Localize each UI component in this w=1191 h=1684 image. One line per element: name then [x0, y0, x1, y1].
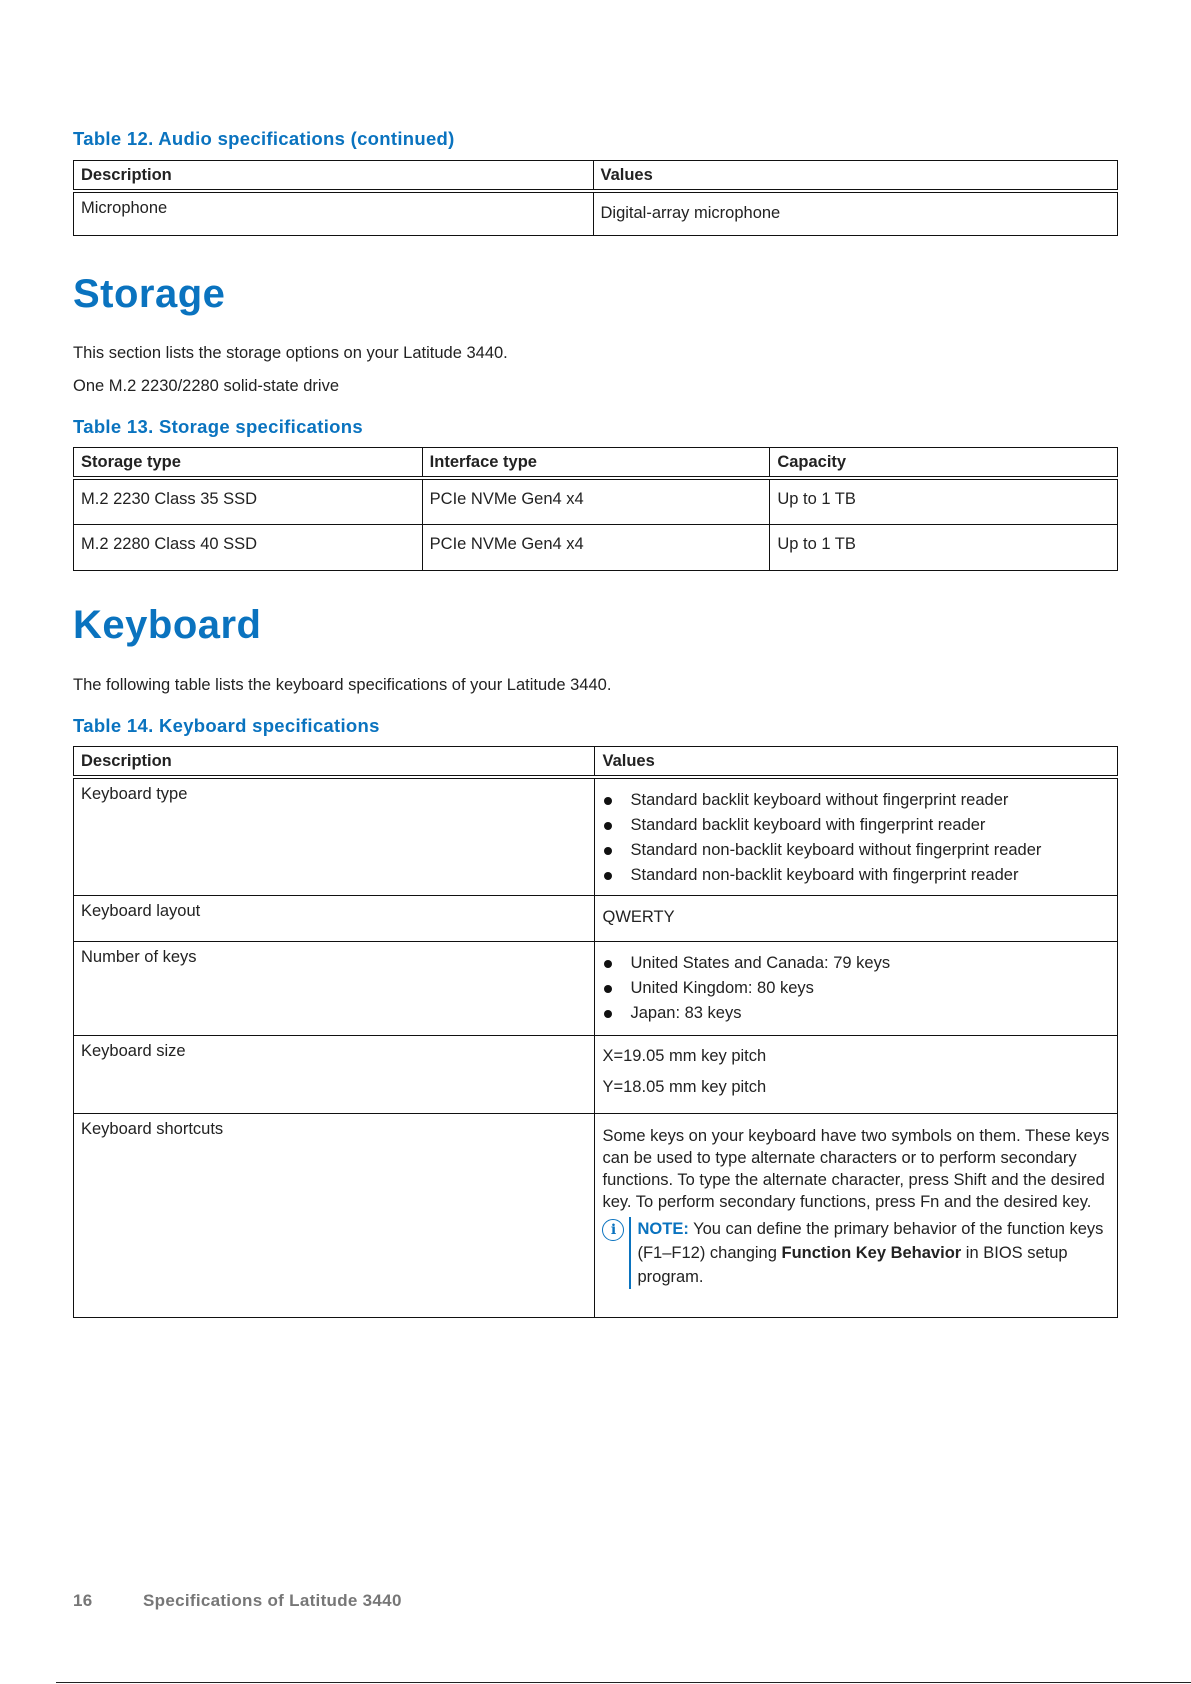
- storage-table-caption: Table 13. Storage specifications: [73, 416, 363, 437]
- note-label: NOTE:: [637, 1219, 689, 1238]
- list-item: United Kingdom: 80 keys: [602, 976, 1110, 1001]
- table-header: Interface type: [422, 448, 770, 479]
- table-cell: Keyboard shortcuts: [74, 1113, 595, 1317]
- table-row: [74, 941, 1118, 1035]
- note-text: You can define the primary behavior of the function keys (F1–F12) changing: [637, 1219, 1104, 1262]
- note-text-end: in BIOS setup program.: [637, 1243, 1068, 1286]
- audio-spec-table: [73, 160, 1118, 236]
- keyboard-intro: The following table lists the keyboard specifications of your Latitude 3440.: [73, 676, 612, 694]
- table-cell: Microphone: [74, 191, 594, 235]
- storage-intro: This section lists the storage options on your Latitude 3440.: [73, 344, 508, 362]
- table-cell: Keyboard layout: [74, 895, 595, 941]
- keyboard-table-caption: Table 14. Keyboard specifications: [73, 715, 380, 736]
- note-emphasis: Function Key Behavior: [781, 1243, 962, 1262]
- table-cell: [595, 941, 1118, 1035]
- list-item: Standard non-backlit keyboard without fingerprint reader: [602, 838, 1110, 863]
- list-item: Japan: 83 keys: [602, 1001, 1110, 1026]
- table-header: Description: [74, 747, 595, 778]
- storage-heading: Storage: [73, 272, 226, 316]
- table-header: Capacity: [770, 448, 1118, 479]
- table-cell: Digital-array microphone: [593, 191, 1118, 235]
- table-row: [74, 191, 1118, 235]
- table-cell: Number of keys: [74, 941, 595, 1035]
- size-y: Y=18.05 mm key pitch: [602, 1077, 767, 1096]
- table-cell: [595, 1113, 1118, 1317]
- audio-table-caption: Table 12. Audio specifications (continued): [73, 128, 455, 149]
- list-item: United States and Canada: 79 keys: [602, 951, 1110, 976]
- table-header: Description: [74, 161, 594, 192]
- number-of-keys-list: [602, 951, 1110, 1026]
- table-row: [74, 524, 1118, 570]
- table-header: Values: [595, 747, 1118, 778]
- keyboard-spec-table: [73, 746, 1118, 1318]
- table-row: [74, 478, 1118, 524]
- table-cell: [595, 1035, 1118, 1113]
- table-header: Storage type: [74, 448, 423, 479]
- keyboard-type-list: [602, 788, 1110, 888]
- page-footer: [73, 1591, 402, 1611]
- table-row: [74, 777, 1118, 895]
- table-cell: Keyboard size: [74, 1035, 595, 1113]
- table-cell: PCIe NVMe Gen4 x4: [422, 478, 770, 524]
- table-header: Values: [593, 161, 1118, 192]
- footer-divider: [56, 1682, 1191, 1683]
- footer-title: Specifications of Latitude 3440: [143, 1591, 402, 1610]
- table-cell: QWERTY: [595, 895, 1118, 941]
- table-row: [74, 1035, 1118, 1113]
- keyboard-heading: Keyboard: [73, 603, 262, 647]
- table-cell: M.2 2280 Class 40 SSD: [74, 524, 423, 570]
- note-body: [629, 1217, 1110, 1289]
- table-cell: M.2 2230 Class 35 SSD: [74, 478, 423, 524]
- table-row: [74, 1113, 1118, 1317]
- table-cell: [595, 777, 1118, 895]
- table-cell: Up to 1 TB: [770, 524, 1118, 570]
- size-x: X=19.05 mm key pitch: [602, 1046, 767, 1065]
- table-cell: PCIe NVMe Gen4 x4: [422, 524, 770, 570]
- table-cell: Up to 1 TB: [770, 478, 1118, 524]
- table-cell: Keyboard type: [74, 777, 595, 895]
- storage-drive: One M.2 2230/2280 solid-state drive: [73, 377, 339, 395]
- storage-spec-table: [73, 447, 1118, 571]
- list-item: Standard backlit keyboard without fingerprint reader: [602, 788, 1110, 813]
- info-icon: i: [602, 1219, 624, 1241]
- shortcuts-description: Some keys on your keyboard have two symbols on them. These keys can be used to type alternate characters or to perform secondary functions. To type the alternate character, press Shift and the desired key. To perform secondary functions, press Fn and the desired key.: [602, 1126, 1110, 1211]
- list-item: Standard non-backlit keyboard with fingerprint reader: [602, 863, 1110, 888]
- page-number: 16: [73, 1591, 93, 1610]
- table-row: [74, 895, 1118, 941]
- note-block: [602, 1217, 1110, 1289]
- list-item: Standard backlit keyboard with fingerprint reader: [602, 813, 1110, 838]
